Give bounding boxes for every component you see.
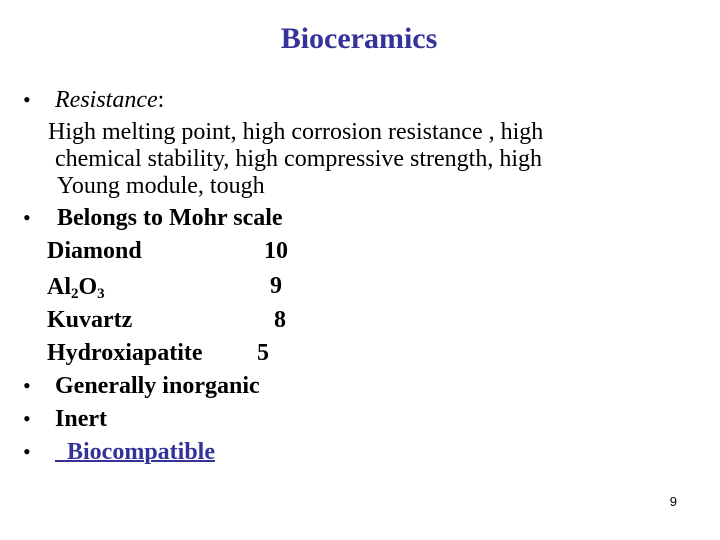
resistance-colon: : [157, 87, 165, 113]
resistance-desc-line-3: Young module, tough [57, 173, 265, 199]
al2o3-o: O [78, 274, 98, 300]
al2o3-sub-2: 2 [71, 286, 79, 302]
page-number: 9 [669, 494, 677, 509]
mohr-row-al2o3-name [47, 273, 105, 301]
al2o3-al: Al [47, 274, 71, 300]
al2o3-sub-3: 3 [97, 286, 105, 302]
bullet-resistance: • [23, 87, 31, 112]
mohr-row-kuvartz-name: Kuvartz [47, 307, 133, 333]
slide-title [0, 22, 720, 56]
mohr-row-diamond-value: 10 [264, 238, 288, 264]
biocompatible-line [55, 438, 215, 466]
mohr-row-kuvartz-value: 8 [274, 307, 286, 333]
bullet-inorganic: • [23, 373, 31, 398]
mohr-heading: Belongs to Mohr scale [57, 205, 283, 231]
resistance-desc-line-2: chemical stability, high compressive strength, high [55, 146, 543, 172]
resistance-heading [55, 86, 164, 114]
bullet-biocompatible: • [23, 439, 31, 464]
resistance-label: Resistance [55, 87, 158, 113]
bullet-mohr: • [23, 205, 31, 230]
mohr-row-hydroxiapatite-name: Hydroxiapatite [47, 340, 203, 366]
slide-title-text: Bioceramics [280, 22, 438, 55]
inorganic-text: Generally inorganic [55, 373, 260, 399]
inert-text: Inert [55, 406, 107, 432]
bullet-inert: • [23, 406, 31, 431]
mohr-row-hydroxiapatite-value: 5 [257, 340, 269, 366]
mohr-row-diamond-name: Diamond [47, 238, 142, 264]
mohr-row-al2o3-value: 9 [270, 273, 282, 299]
resistance-desc-line-1: High melting point, high corrosion resistance , high [48, 119, 544, 145]
biocompatible-link[interactable]: Biocompatible [55, 439, 215, 465]
